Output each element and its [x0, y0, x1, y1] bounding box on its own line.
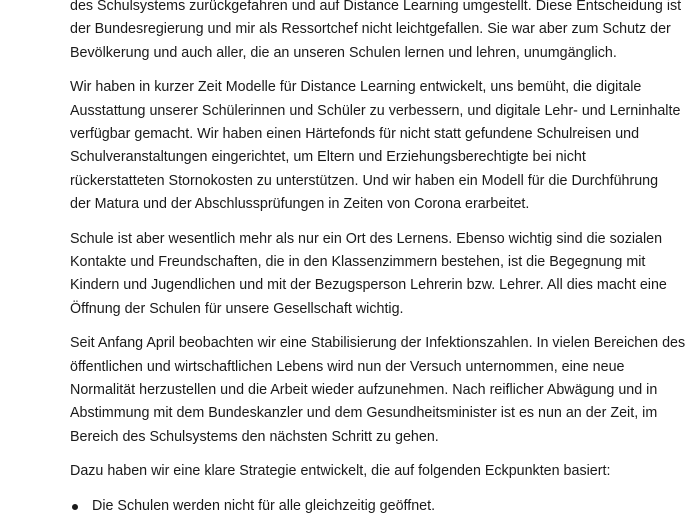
text-line: der Bundesregierung und mir als Ressortchef nicht leichtgefallen. Sie war aber zum Schutz der	[70, 21, 671, 38]
bullet-text: Die Schulen werden nicht für alle gleichzeitig geöffnet.	[92, 498, 436, 515]
text-line: Bevölkerung und auch aller, die an unseren Schulen lernen und lehren, unumgänglich.	[70, 44, 617, 61]
text-line: Dazu haben wir eine klare Strategie entwickelt, die auf folgenden Eckpunkten basiert:	[70, 463, 611, 480]
paragraph-distance-learning	[70, 76, 681, 216]
text-line: verfügbar gemacht. Wir haben einen Härtefonds für nicht statt gefundene Schulreisen und	[70, 125, 640, 142]
text-line: Kontakte und Freundschaften, die in den Klassenzimmern bestehen, ist die Begegnung mit	[70, 253, 646, 270]
text-line: Seit Anfang April beobachten wir eine Stabilisierung der Infektionszahlen. In vielen Bereichen des	[70, 335, 686, 352]
bullet-item	[70, 495, 670, 518]
text-line: Abstimmung mit dem Bundeskanzler und dem Gesundheitsminister ist es nun an der Zeit, im	[70, 405, 658, 422]
paragraph-stabilization	[70, 332, 686, 448]
paragraph-school-social	[70, 228, 670, 321]
strategy-bullet-list	[70, 495, 670, 518]
text-line: Schule ist aber wesentlich mehr als nur ein Ort des Lernens. Ebenso wichtig sind die sozialen	[70, 230, 663, 247]
text-line: Öffnung der Schulen für unsere Gesellschaft wichtig.	[70, 300, 404, 317]
text-line: Bereich des Schulsystems den nächsten Schritt zu gehen.	[70, 428, 439, 445]
text-line: Wir haben in kurzer Zeit Modelle für Distance Learning entwickelt, uns bemüht, die digitale	[70, 79, 642, 96]
bullet-dot-icon	[72, 504, 78, 510]
text-line: der Matura und der Abschlussprüfungen in Zeiten von Corona erarbeitet.	[70, 195, 530, 212]
text-line: Schulveranstaltungen eingerichtet, um Eltern und Erziehungsberechtigte bei nicht	[70, 149, 586, 166]
text-line: des Schulsystems zurückgefahren und auf Distance Learning umgestellt. Diese Entscheidung ist	[70, 0, 682, 14]
paragraph-lockdown	[70, 0, 682, 65]
text-line: öffentlichen und wirtschaftlichen Lebens wird nun der Versuch unternommen, eine neue	[70, 358, 625, 375]
text-line: Normalität herzustellen und die Arbeit wieder aufzunehmen. Nach reiflicher Abwägung und in	[70, 381, 658, 398]
text-line: Kindern und Jugendlichen und mit der Bezugsperson Lehrerin bzw. Lehrer. All dies macht eine	[70, 277, 667, 294]
paragraph-strategy-intro	[70, 460, 670, 483]
text-line: rückerstatteten Stornokosten zu unterstützen. Und wir haben ein Modell für die Durchführung	[70, 172, 659, 189]
text-line: Ausstattung unserer Schülerinnen und Schüler zu verbessern, und digitale Lehr- und Lerninhalte	[70, 102, 681, 119]
